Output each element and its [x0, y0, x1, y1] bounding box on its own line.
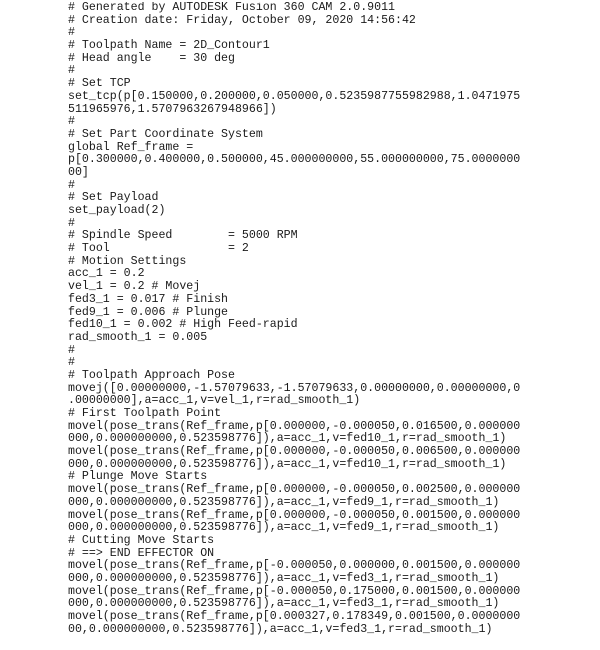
comment-line: # — [68, 343, 75, 357]
code-line: p[0.300000,0.400000,0.500000,45.000000000,55.000000000,75.0000000 — [68, 153, 521, 167]
comment-line: # ==> END EFFECTOR ON — [68, 546, 215, 560]
code-line: set_tcp(p[0.150000,0.200000,0.050000,0.5235987755982988,1.0471975 — [68, 89, 521, 103]
comment-line: # First Toolpath Point — [68, 407, 222, 420]
comment-line: # Toolpath Name = 2D_Contour1 — [68, 39, 270, 53]
code-line: global Ref_frame = — [68, 140, 194, 154]
code-line: 000,0.000000000,0.523598776]),a=acc_1,v=fed9_1,r=rad_smooth_1) — [68, 495, 500, 509]
comment-line: # Head angle = 30 deg — [68, 51, 235, 65]
code-line: movel(pose_trans(Ref_frame,p[0.000000,-0.000050,0.001500,0.000000 — [68, 508, 521, 522]
comment-line: # Set TCP — [68, 77, 131, 91]
code-line: set_payload(2) — [68, 204, 166, 217]
code-line: movel(pose_trans(Ref_frame,p[0.000000,-0.000050,0.006500,0.000000 — [68, 445, 521, 459]
comment-line: # — [68, 216, 75, 230]
comment-line: # Cutting Move Starts — [68, 533, 215, 547]
code-line: 000,0.000000000,0.523598776]),a=acc_1,v=fed3_1,r=rad_smooth_1) — [68, 571, 500, 585]
comment-line: # — [68, 26, 75, 40]
code-line: fed9_1 = 0.006 # Plunge — [68, 305, 229, 319]
code-listing — [68, 2, 594, 647]
comment-line: # Set Payload — [68, 191, 159, 205]
code-line: 000,0.000000000,0.523598776]),a=acc_1,v=fed3_1,r=rad_smooth_1) — [68, 597, 500, 611]
comment-line: # — [68, 356, 75, 370]
code-line: rad_smooth_1 = 0.005 — [68, 330, 208, 344]
code-line: 000,0.000000000,0.523598776]),a=acc_1,v=fed10_1,r=rad_smooth_1) — [68, 432, 507, 446]
code-line: .00000000],a=acc_1,v=vel_1,r=rad_smooth_1) — [68, 394, 361, 408]
code-line: fed3_1 = 0.017 # Finish — [68, 292, 229, 306]
comment-line: # Motion Settings — [68, 254, 187, 268]
comment-line: # — [68, 64, 75, 78]
code-line: 00,0.000000000,0.523598776]),a=acc_1,v=fed3_1,r=rad_smooth_1) — [68, 622, 493, 636]
code-line: movel(pose_trans(Ref_frame,p[-0.000050,0.175000,0.001500,0.000000 — [68, 584, 521, 598]
comment-line: # Set Part Coordinate System — [68, 127, 263, 141]
code-line: movel(pose_trans(Ref_frame,p[-0.000050,0.000000,0.001500,0.000000 — [68, 559, 521, 573]
comment-line: # Generated by AUTODESK Fusion 360 CAM 2.0.9011 — [68, 2, 395, 14]
code-line: 000,0.000000000,0.523598776]),a=acc_1,v=fed9_1,r=rad_smooth_1) — [68, 521, 500, 535]
code-line: movel(pose_trans(Ref_frame,p[0.000327,0.178349,0.001500,0.0000000 — [68, 610, 521, 623]
comment-line: # Plunge Move Starts — [68, 470, 208, 484]
comment-line: # Toolpath Approach Pose — [68, 368, 235, 382]
comment-line: # — [68, 178, 75, 192]
code-line: movej([0.00000000,-1.57079633,-1.57079633,0.00000000,0.00000000,0 — [68, 381, 521, 395]
code-line: 00] — [68, 165, 89, 179]
code-line: fed10_1 = 0.002 # High Feed-rapid — [68, 318, 298, 332]
code-line: movel(pose_trans(Ref_frame,p[0.000000,-0.000050,0.002500,0.000000 — [68, 483, 521, 497]
code-line: 000,0.000000000,0.523598776]),a=acc_1,v=fed10_1,r=rad_smooth_1) — [68, 457, 507, 471]
comment-line: # Tool = 2 — [68, 242, 249, 256]
code-line: acc_1 = 0.2 — [68, 267, 145, 281]
code-line: vel_1 = 0.2 # Movej — [68, 280, 201, 294]
comment-line: # Spindle Speed = 5000 RPM — [68, 229, 298, 243]
code-line: 511965976,1.5707963267948966]) — [68, 102, 277, 116]
comment-line: # — [68, 115, 75, 129]
code-line: movel(pose_trans(Ref_frame,p[0.000000,-0.000050,0.016500,0.000000 — [68, 419, 521, 433]
comment-line: # Creation date: Friday, October 09, 2020 14:56:42 — [68, 13, 416, 27]
